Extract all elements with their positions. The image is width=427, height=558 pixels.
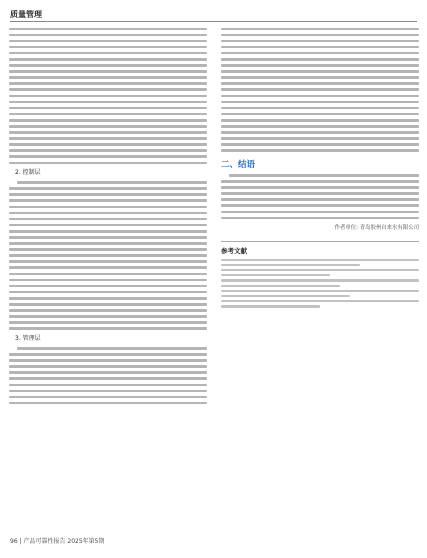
subheading-management-layer: 3. 管理层 [15, 334, 41, 342]
right-column [221, 24, 419, 311]
left-paragraph-1 [9, 28, 207, 165]
header-divider [10, 21, 417, 22]
right-paragraph-1 [221, 28, 419, 152]
right-paragraph-2 [221, 174, 419, 219]
subheading-control-layer: 2. 控制层 [15, 168, 41, 176]
references-divider [221, 241, 419, 242]
page-header [0, 0, 427, 26]
references-list [221, 259, 419, 308]
section-title-conclusion: 二、结语 [221, 159, 256, 170]
left-paragraph-3 [9, 347, 207, 404]
left-paragraph-2 [9, 181, 207, 330]
author-affiliation: 作者单位: 青岛胶州自来水有限公司 [334, 224, 419, 231]
page-footer: 96 | 产品可靠性报告 2025年第5期 [10, 538, 105, 545]
page-header-title: 质量管理 [10, 10, 42, 19]
references-title: 参考文献 [221, 246, 247, 255]
left-column [9, 24, 207, 408]
